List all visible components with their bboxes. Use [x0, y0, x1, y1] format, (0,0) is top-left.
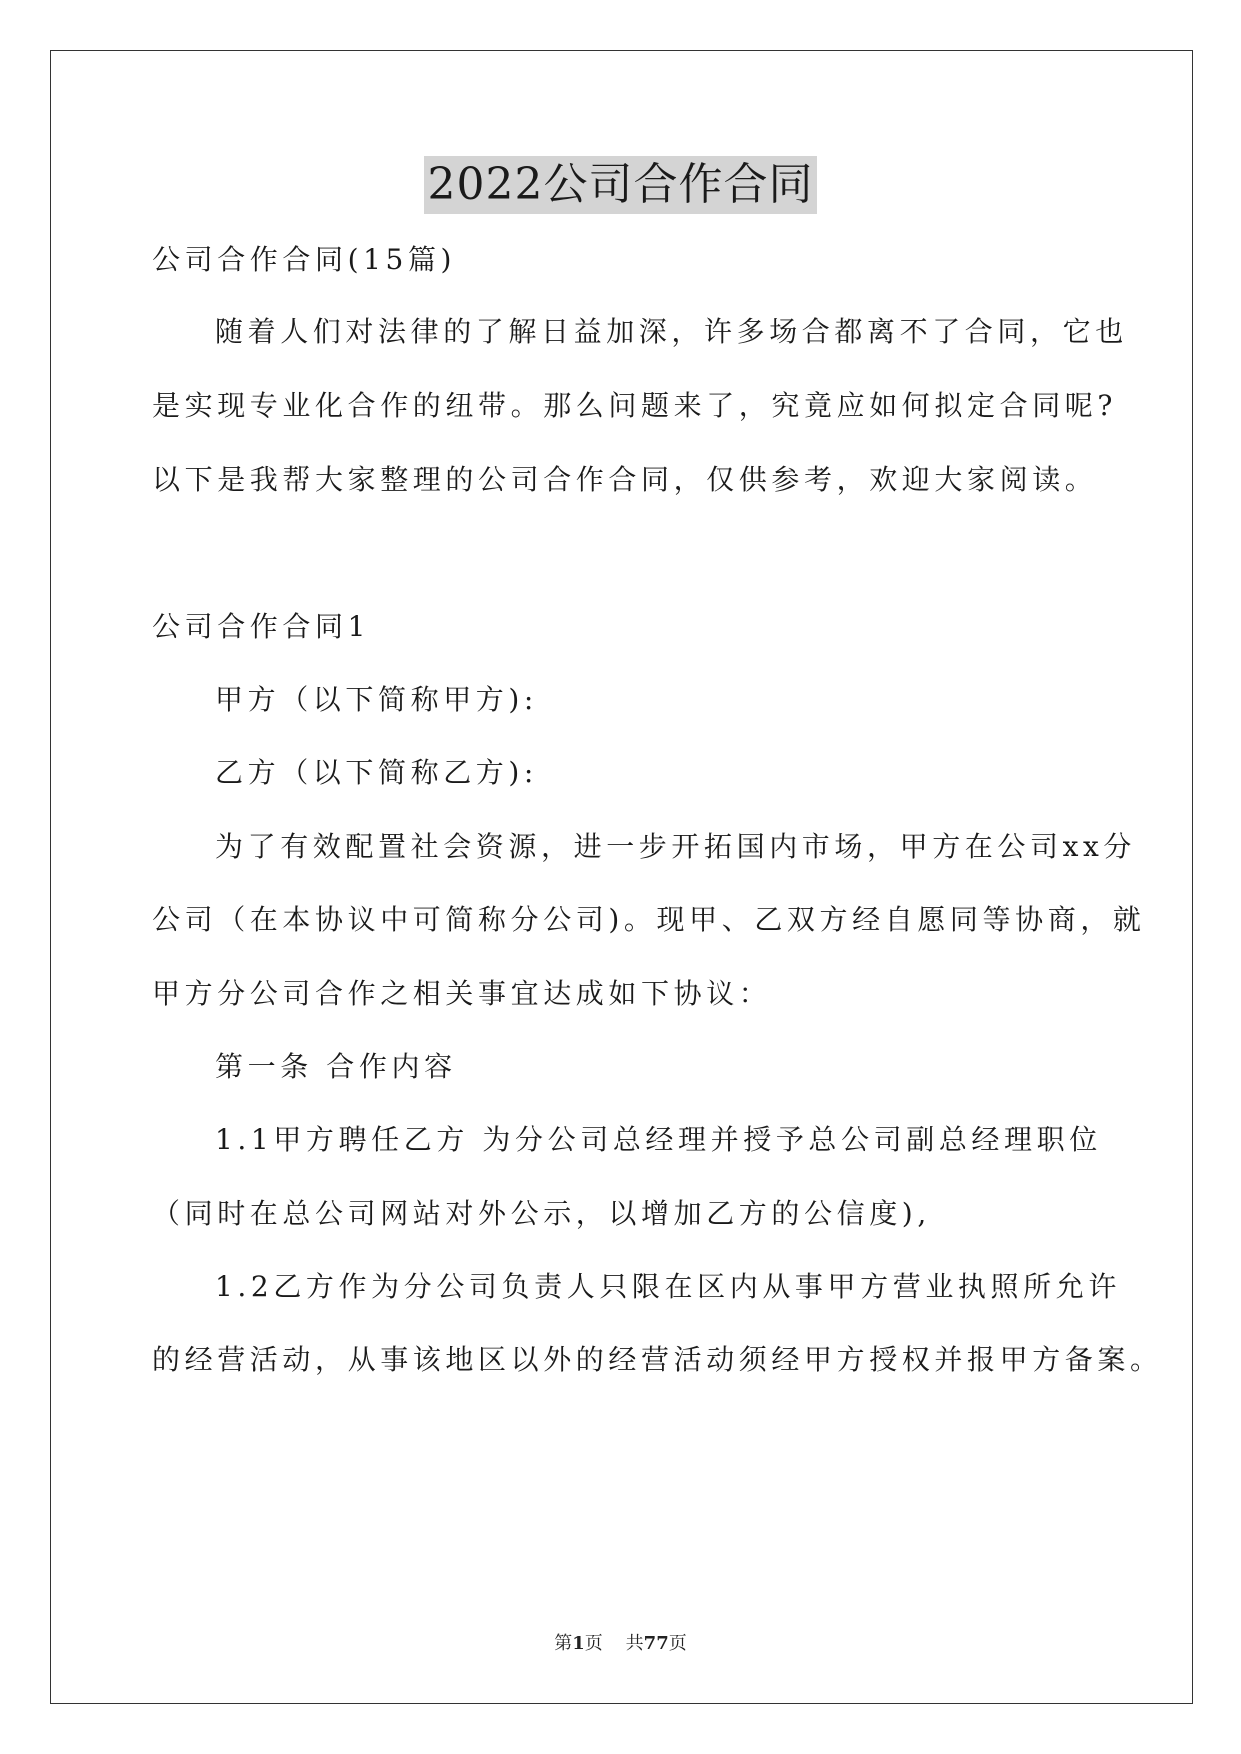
paragraph-line: 是实现专业化合作的纽带。那么问题来了，究竟应如何拟定合同呢?	[152, 389, 1118, 422]
clause-line: 1.1甲方聘任乙方 为分公司总经理并授予总公司副总经理职位	[215, 1123, 1102, 1156]
total-suffix: 页	[668, 1633, 687, 1654]
paragraph-line: 为了有效配置社会资源，进一步开拓国内市场，甲方在公司xx分	[215, 830, 1136, 863]
document-title: 2022公司合作合同	[424, 156, 818, 214]
article-heading: 第一条 合作内容	[215, 1050, 457, 1083]
section-heading: 公司合作合同1	[152, 610, 371, 643]
page-number: 1	[572, 1633, 585, 1654]
page-footer	[0, 1632, 1241, 1656]
total-pages: 77	[643, 1633, 669, 1654]
paragraph-line: 甲方分公司合作之相关事宜达成如下协议：	[152, 977, 772, 1010]
page-prefix: 第	[554, 1633, 573, 1654]
paragraph-line: 以下是我帮大家整理的公司合作合同，仅供参考，欢迎大家阅读。	[152, 463, 1098, 496]
clause-line: 的经营活动，从事该地区以外的经营活动须经甲方授权并报甲方备案。	[152, 1343, 1163, 1376]
title-container	[0, 156, 1241, 214]
clause-line: 1.2乙方作为分公司负责人只限在区内从事甲方营业执照所允许	[215, 1270, 1121, 1303]
total-prefix: 共	[625, 1633, 644, 1654]
clause-line: （同时在总公司网站对外公示，以增加乙方的公信度),	[152, 1197, 931, 1230]
subtitle-line: 公司合作合同(15篇)	[152, 243, 457, 276]
paragraph-line: 公司（在本协议中可简称分公司)。现甲、乙双方经自愿同等协商，就	[152, 903, 1146, 936]
page-suffix: 页	[584, 1633, 603, 1654]
party-a-line: 甲方（以下简称甲方):	[215, 683, 538, 716]
paragraph-line: 随着人们对法律的了解日益加深，许多场合都离不了合同，它也	[215, 315, 1128, 348]
party-b-line: 乙方（以下简称乙方):	[215, 756, 538, 789]
page-border	[50, 50, 1193, 1704]
